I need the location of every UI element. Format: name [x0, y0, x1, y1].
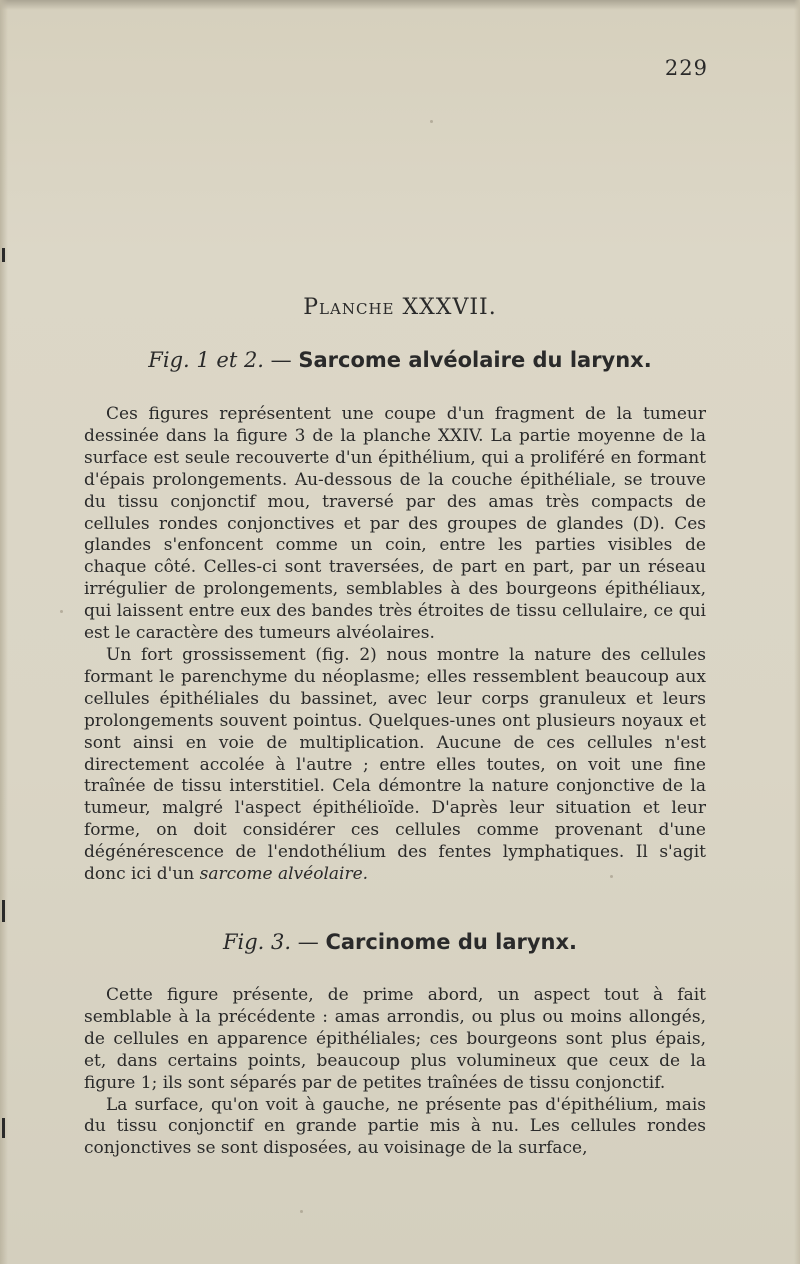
figure-3-heading — [0, 930, 800, 954]
figure-1-2-description — [84, 404, 706, 886]
figure-1-2-heading — [0, 348, 800, 372]
paragraph: Cette figure présente, de prime abord, un aspect tout à fait semblable à la précédente : amas arrondis, ou plus ou moins allongés, de cellules en apparence épithéliales; ces bourgeons sont plus épais, et, dans certains points, beaucoup plus volumineux que ceux de la figure 1; ils sont séparés par de petites traînées de tissu conjonctif. — [84, 985, 706, 1093]
plate-numeral: XXXVII. — [402, 295, 497, 320]
figure-ref: Fig. 1 et 2. — [148, 348, 264, 372]
figure-ref: Fig. 3. — [222, 930, 292, 954]
paragraph-text: Un fort grossissement (fig. 2) nous montre la nature des cellules formant le parenchyme du néoplasme; elles ressemblent beaucoup aux cellules épithéliales du bassinet, avec leur corps granuleux et leurs prolongements souvent pointus. Quelques-unes ont plusieurs noyaux et sont ainsi en voie de multiplication. Aucune de ces cellules n'est directement accolée à l'autre ; entre elles toutes, on voit une fine traînée de tissu interstitiel. Cela démontre la nature conjonctive de la tumeur, malgré l'aspect épithélioïde. D'après leur situation et leur forme, on doit considérer ces cellules comme provenant d'une dégénérescence de l'endothélium des fentes lymphatiques. Il s'agit donc ici d'un — [84, 644, 706, 885]
paragraph — [84, 645, 706, 886]
plate-prefix: Planche — [303, 295, 395, 320]
figure-title: Sarcome alvéolaire du larynx. — [298, 348, 652, 372]
plate-heading — [0, 295, 800, 320]
left-page-edge — [0, 0, 8, 1264]
heading-dash: — — [270, 348, 292, 372]
italic-term: sarcome alvéolaire. — [199, 864, 369, 885]
heading-dash: — — [297, 930, 319, 954]
paragraph: La surface, qu'on voit à gauche, ne présente pas d'épithélium, mais du tissu conjonctif en grande partie mis à nu. Les cellules rondes conjonctives se sont disposées, au voisinage de la surface, — [84, 1094, 706, 1159]
figure-3-description — [84, 985, 706, 1160]
top-edge-shadow — [0, 0, 800, 10]
margin-mark — [2, 248, 5, 262]
paper-speck — [610, 875, 613, 878]
figure-title: Carcinome du larynx. — [325, 930, 578, 954]
paragraph: Ces figures représentent une coupe d'un fragment de la tumeur dessinée dans la figure 3 de la planche XXIV. La partie moyenne de la surface est seule recouverte d'un épithélium, qui a proliféré en formant d'épais prolongements. Au-dessous de la couche épithéliale, se trouve du tissu conjonctif mou, traversé par des amas très compacts de cellules rondes conjonctives et par des groupes de glandes (D). Ces glandes s'enfoncent comme un coin, entre les parties visibles de chaque côté. Celles-ci sont traversées, de part en part, par un réseau irrégulier de prolongements, semblables à des bourgeons épithéliaux, qui laissent entre eux des bandes très étroites de tissu cellulaire, ce qui est le caractère des tumeurs alvéolaires. — [84, 404, 706, 644]
page-number: 229 — [664, 56, 708, 80]
paper-speck — [300, 1210, 303, 1213]
margin-mark — [2, 900, 5, 922]
paper-speck — [430, 120, 433, 123]
margin-mark — [2, 1118, 5, 1138]
right-page-edge — [794, 0, 800, 1264]
paper-speck — [60, 610, 63, 613]
